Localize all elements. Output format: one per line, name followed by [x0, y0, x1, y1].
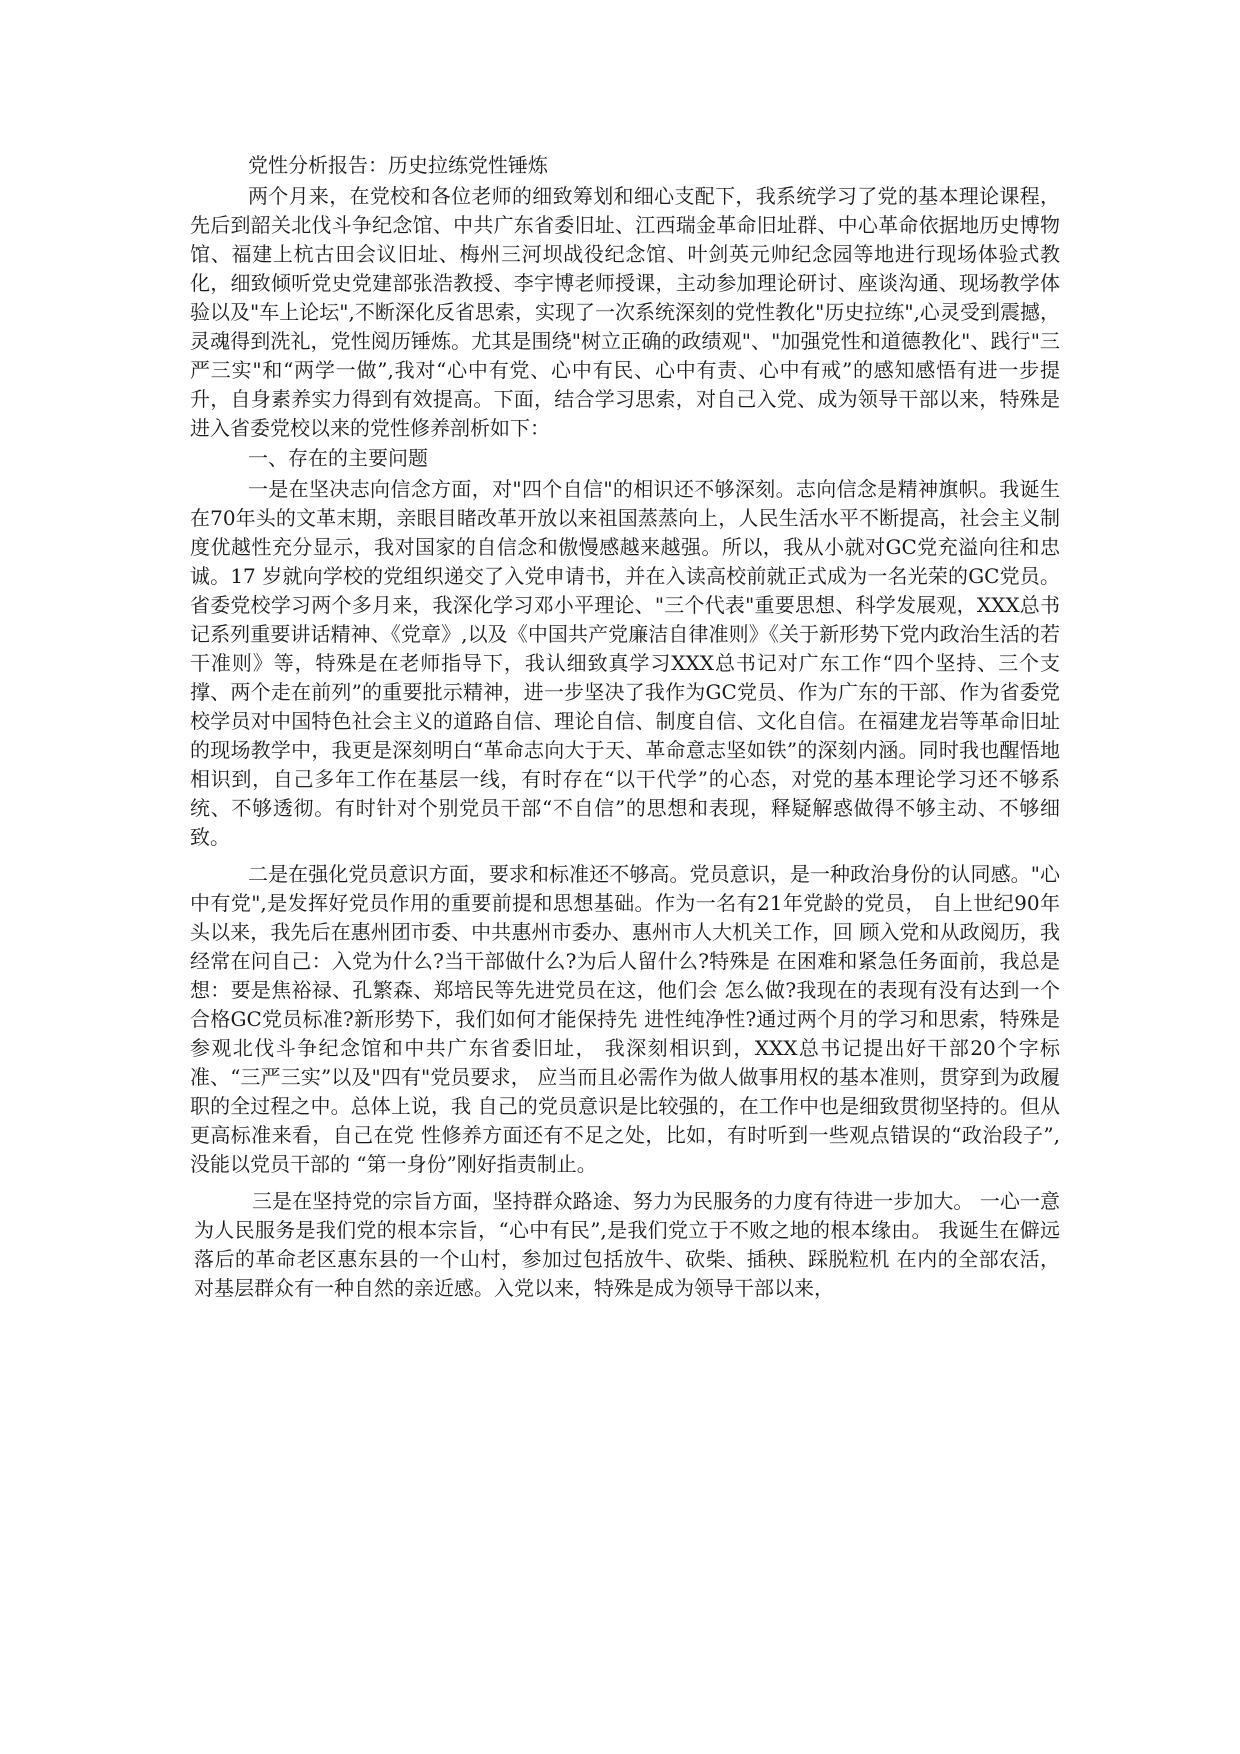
section-heading: 一、存在的主要问题: [248, 446, 428, 470]
document-page: [190, 150, 1060, 1303]
document-title: 党性分析报告：历史拉练党性锤炼: [248, 153, 548, 177]
point-three-paragraph: 三是在坚持党的宗旨方面，坚持群众路途、努力为民服务的力度有待进一步加大。 一心一意为人民服务是我们党的根本宗旨，“心中有民”,是我们党立于不败之地的根本缘由。 我诞生在僻远落后的革命老区惠东县的一个山村，参加过包括放牛、砍柴、插秧、踩脱粒机 在内的全部农活，对基层群众有一种自然的亲近感。入党以来，特殊是成为领导干部以来，: [194, 1189, 1060, 1300]
point-two-paragraph: 二是在强化党员意识方面，要求和标准还不够高。党员意识，是一种政治身份的认同感。"心中有党",是发挥好党员作用的重要前提和思想基础。作为一名有21年党龄的党员， 自上世纪90年头以来，我先后在惠州团市委、中共惠州市委办、惠州市人大机关工作，回 顾入党和从政阅历，我经常在问自己：入党为什么?当干部做什么?为后人留什么?特殊是 在困难和紧急任务面前，我总是想：要是焦裕禄、孔繁森、郑培民等先进党员在这，他们会 怎么做?我现在的表现有没有达到一个合格GC党员标准?新形势下，我们如何才能保持先 进性纯净性?通过两个月的学习和思索，特殊是参观北伐斗争纪念馆和中共广东省委旧址， 我深刻相识到，XXX总书记提出好干部20个字标准、“三严三实”以及"四有"党员要求， 应当而且必需作为做人做事用权的基本准则，贯穿到为政履职的全过程之中。总体上说，我 自己的党员意识是比较强的，在工作中也是细致贯彻坚持的。但从更高标准来看，自己在党 性修养方面还有不足之处，比如，有时听到一些观点错误的“政治段子”,没能以党员干部的 “第一身份”刚好指责制止。: [190, 862, 1060, 1176]
point-one-paragraph: 一是在坚决志向信念方面，对"四个自信"的相识还不够深刻。志向信念是精神旗帜。我诞生在70年头的文革末期，亲眼目睹改革开放以来祖国蒸蒸向上，人民生活水平不断提高，社会主义制度优越性充分显示，我对国家的自信念和傲慢感越来越强。所以，我从小就对GC党充溢向往和忠诚。17 岁就向学校的党组织递交了入党申请书，并在入读高校前就正式成为一名光荣的GC党员。省委党校学习两个多月来，我深化学习邓小平理论、"三个代表"重要思想、科学发展观，XXX总书记系列重要讲话精神、《党章》,以及《中国共产党廉洁自律准则》《关于新形势下党内政治生活的若干准则》等，特殊是在老师指导下，我认细致真学习XXX总书记对广东工作“四个坚持、三个支撑、两个走在前列”的重要批示精神，进一步坚决了我作为GC党员、作为广东的干部、作为省委党校学员对中国特色社会主义的道路自信、理论自信、制度自信、文化自信。在福建龙岩等革命旧址的现场教学中，我更是深刻明白“革命志向大于天、革命意志坚如铁”的深刻内涵。同时我也醒悟地相识到，自己多年工作在基层一线，有时存在“以干代学”的心态，对党的基本理论学习还不够系统、不够透彻。有时针对个别党员干部“不自信”的思想和表现，释疑解惑做得不够主动、不够细致。: [190, 477, 1060, 849]
intro-paragraph: 两个月来，在党校和各位老师的细致筹划和细心支配下，我系统学习了党的基本理论课程，先后到韶关北伐斗争纪念馆、中共广东省委旧址、江西瑞金革命旧址群、中心革命依据地历史博物馆、福建上杭古田会议旧址、梅州三河坝战役纪念馆、叶剑英元帅纪念园等地进行现场体验式教化，细致倾听党史党建部张浩教授、李宇博老师授课，主动参加理论研讨、座谈沟通、现场教学体验以及"车上论坛",不断深化反省思索，实现了一次系统深刻的党性教化"历史拉练",心灵受到震撼，灵魂得到洗礼，党性阅历锤炼。尤其是围绕"树立正确的政绩观"、"加强党性和道德教化"、践行"三严三实"和“两学一做”,我对“心中有党、心中有民、心中有责、心中有戒”的感知感悟有进一步提升，自身素养实力得到有效提高。下面，结合学习思索，对自己入党、成为领导干部以来，特殊是进入省委党校以来的党性修养剖析如下：: [190, 184, 1060, 440]
